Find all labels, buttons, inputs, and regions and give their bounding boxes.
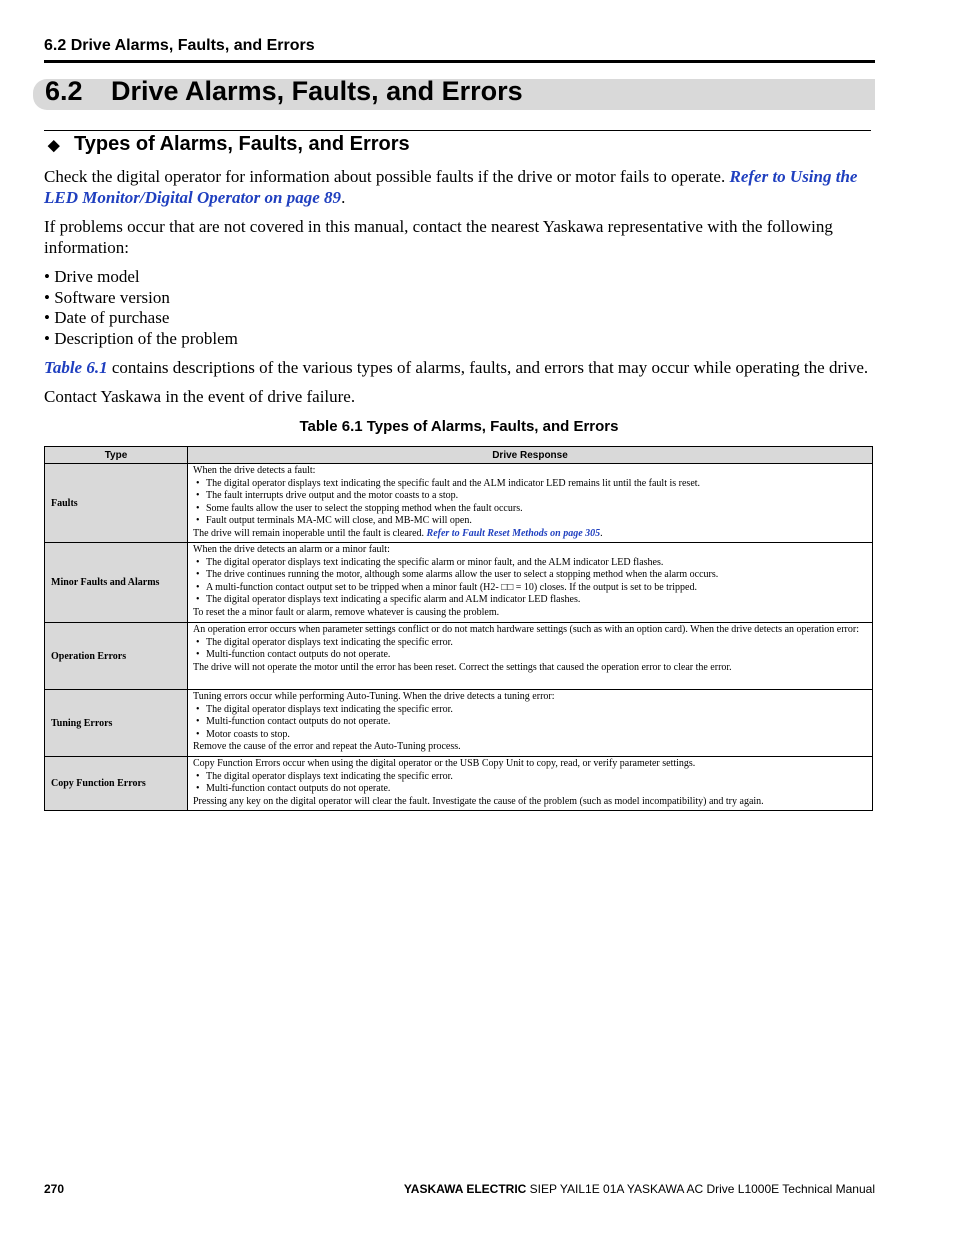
response-outro bbox=[193, 662, 868, 675]
response-bullet: • The drive continues running the motor, although some alarms allow the user to select a stopping method when the alarm occurs. bbox=[193, 569, 868, 582]
intro-tail: . bbox=[341, 187, 346, 207]
response-bullet: • Multi-function contact outputs do not operate. bbox=[193, 649, 868, 662]
table-caption: Table 6.1 Types of Alarms, Faults, and Errors bbox=[299, 418, 619, 435]
diamond-bullet-icon: ◆ bbox=[48, 137, 60, 154]
section-title bbox=[45, 76, 523, 107]
contact-intro: If problems occur that are not covered in this manual, contact the nearest Yaskawa representative with the following information: bbox=[44, 217, 833, 257]
led-monitor-link[interactable]: Refer to Using the LED Monitor/Digital Operator on page 89 bbox=[44, 167, 858, 207]
type-cell: Operation Errors bbox=[45, 623, 188, 690]
table-row bbox=[45, 690, 873, 757]
response-bullet: • Fault output terminals MA-MC will close, and MB-MC will open. bbox=[193, 515, 868, 528]
table-6-1-link[interactable]: Table 6.1 bbox=[44, 358, 108, 377]
subsection-title bbox=[48, 133, 410, 156]
response-intro: When the drive detects a fault: bbox=[193, 465, 316, 476]
footer-brand: YASKAWA ELECTRIC bbox=[403, 1182, 527, 1196]
contact-failure-text: Contact Yaskawa in the event of drive failure. bbox=[44, 387, 356, 406]
response-intro: Copy Function Errors occur when using the digital operator or the USB Copy Unit to copy, read, or verify parameter settings. bbox=[193, 758, 696, 769]
response-intro: Tuning errors occur while performing Auto-Tuning. When the drive detects a tuning error: bbox=[193, 691, 555, 702]
table-row bbox=[45, 623, 873, 690]
response-bullet: • Some faults allow the user to select the stopping method when the fault occurs. bbox=[193, 503, 868, 516]
fault-reset-link[interactable]: Refer to Fault Reset Methods on page 305 bbox=[426, 527, 601, 539]
type-cell: Faults bbox=[45, 464, 188, 543]
contact-info-item: • Software version bbox=[44, 287, 170, 307]
response-bullet: • The digital operator displays text indicating the specific error. bbox=[193, 637, 868, 650]
footer-publication bbox=[404, 1182, 875, 1196]
response-bullet: • A multi-function contact output set to be tripped when a minor fault (H2- □□ = 10) closes. If the output is set to be tripped. bbox=[193, 582, 868, 595]
response-outro bbox=[193, 607, 868, 620]
response-outro-text: To reset the a minor fault or alarm, remove whatever is causing the problem. bbox=[193, 606, 500, 618]
response-bullet: • The digital operator displays text indicating the specific alarm or minor fault, and the ALM indicator LED flashes. bbox=[193, 557, 868, 570]
response-outro-text: Remove the cause of the error and repeat the Auto-Tuning process. bbox=[193, 741, 461, 752]
contact-info-list bbox=[44, 267, 876, 349]
response-bullet: • The digital operator displays text indicating the specific error. bbox=[193, 704, 868, 717]
response-outro-text: The drive will not operate the motor until the error has been reset. Correct the settings that caused the operation error to clear the error. bbox=[193, 661, 732, 673]
response-intro: An operation error occurs when parameter settings conflict or do not match hardware settings (such as with an option card). When the drive detects an operation error: bbox=[193, 624, 859, 635]
response-outro-text: Pressing any key on the digital operator will clear the fault. Investigate the cause of the problem (such as model incompatibility) and try again. bbox=[193, 795, 764, 807]
type-column-header: Type bbox=[45, 447, 188, 464]
response-column-header: Drive Response bbox=[188, 447, 873, 464]
response-outro bbox=[193, 528, 868, 541]
table-row bbox=[45, 543, 873, 623]
header-rule bbox=[44, 60, 875, 63]
type-cell: Tuning Errors bbox=[45, 690, 188, 757]
response-bullet: • The digital operator displays text indicating the specific fault and the ALM indicator LED remains lit until the fault is reset. bbox=[193, 478, 868, 491]
response-bullet: • The digital operator displays text indicating a specific alarm and ALM indicator LED flashes. bbox=[193, 594, 868, 607]
response-bullet: • Multi-function contact outputs do not operate. bbox=[193, 716, 868, 729]
subsection-title-text: Types of Alarms, Faults, and Errors bbox=[74, 133, 410, 155]
running-header: 6.2 Drive Alarms, Faults, and Errors bbox=[44, 37, 315, 54]
response-cell bbox=[188, 623, 873, 690]
section-title-text: Drive Alarms, Faults, and Errors bbox=[111, 76, 523, 106]
response-bullet: • Motor coasts to stop. bbox=[193, 729, 868, 742]
response-bullet: • Multi-function contact outputs do not operate. bbox=[193, 783, 868, 796]
table-row bbox=[45, 757, 873, 811]
intro-paragraph bbox=[44, 167, 876, 208]
response-cell bbox=[188, 757, 873, 811]
response-outro bbox=[193, 796, 868, 809]
contact-info-item: • Date of purchase bbox=[44, 308, 170, 327]
response-bullet: • The digital operator displays text indicating the specific error. bbox=[193, 771, 868, 784]
table-row bbox=[45, 464, 873, 543]
response-outro-text: The drive will remain inoperable until the fault is cleared. bbox=[193, 527, 427, 539]
response-cell bbox=[188, 464, 873, 543]
footer-manual-title: SIEP YAIL1E 01A YASKAWA AC Drive L1000E Technical Manual bbox=[526, 1182, 875, 1196]
response-bullet: • The fault interrupts drive output and the motor coasts to a stop. bbox=[193, 490, 868, 503]
contact-info-item: • Description of the problem bbox=[44, 328, 238, 348]
response-outro bbox=[193, 741, 868, 754]
table-ref-paragraph bbox=[44, 358, 876, 379]
type-cell: Minor Faults and Alarms bbox=[45, 543, 188, 623]
response-cell bbox=[188, 690, 873, 757]
response-intro: When the drive detects an alarm or a minor fault: bbox=[193, 544, 390, 555]
page-number: 270 bbox=[44, 1182, 65, 1196]
response-cell bbox=[188, 543, 873, 623]
response-outro-tail: . bbox=[600, 527, 603, 539]
contact-info-item: • Drive model bbox=[44, 267, 140, 286]
section-number: 6.2 bbox=[45, 76, 83, 106]
table-body bbox=[45, 464, 873, 811]
table-header-row bbox=[45, 447, 873, 464]
intro-text: Check the digital operator for information about possible faults if the drive or motor fails to operate. bbox=[44, 167, 730, 186]
type-cell: Copy Function Errors bbox=[45, 757, 188, 811]
subsection-rule bbox=[44, 130, 871, 131]
alarm-types-table bbox=[44, 446, 873, 811]
table-ref-text: contains descriptions of the various types of alarms, faults, and errors that may occur while operating the drive. bbox=[107, 358, 869, 377]
